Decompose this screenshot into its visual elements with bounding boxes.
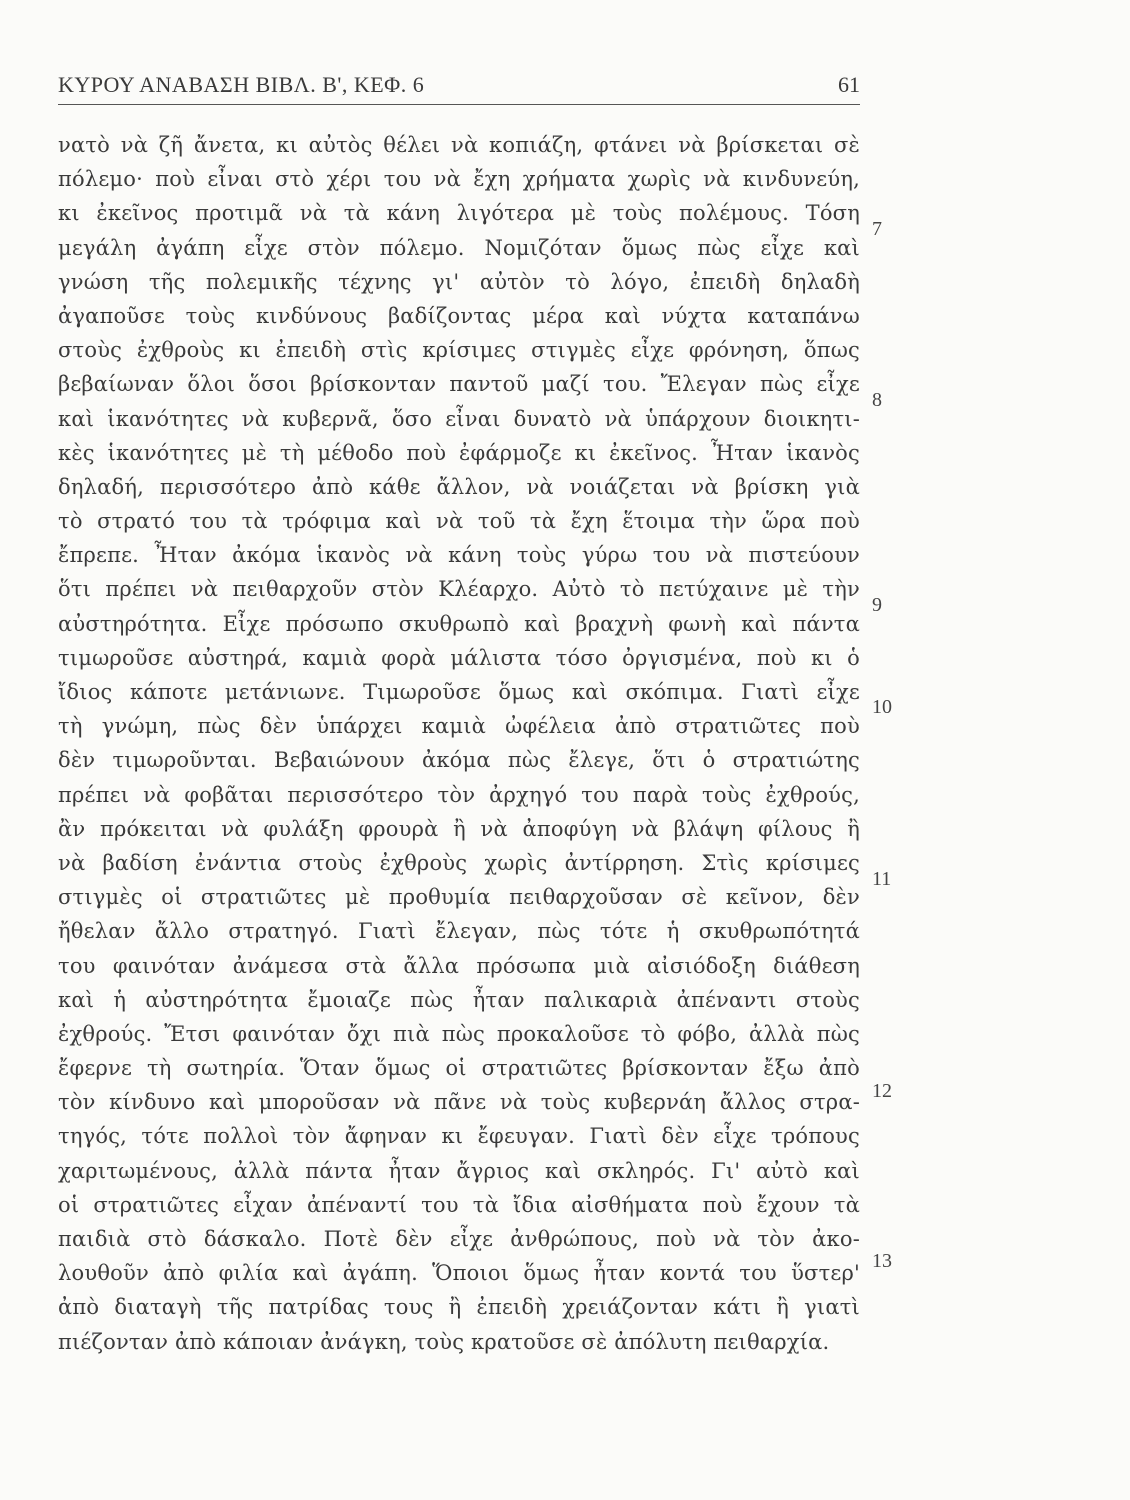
body-text bbox=[58, 128, 860, 1359]
text-line: κὲς ἱκανότητες μὲ τὴ μέθοδο ποὺ ἐφάρμοζε κι ἐκεῖνος. Ἦταν ἱκανὸς bbox=[58, 440, 860, 465]
text-line: γνώση τῆς πολεμικῆς τέχνης γι' αὐτὸν τὸ λόγο, ἐπειδὴ δηλαδὴ bbox=[58, 269, 860, 294]
text-line: ἤθελαν ἄλλο στρατηγό. Γιατὶ ἔλεγαν, πὼς τότε ἡ σκυθρωπότητά bbox=[58, 919, 860, 944]
text-line: παιδιὰ στὸ δάσκαλο. Ποτὲ δὲν εἶχε ἀνθρώπους, ποὺ νὰ τὸν ἀκο- bbox=[58, 1227, 860, 1251]
section-number: 11 bbox=[872, 868, 892, 890]
text-line: νὰ βαδίση ἐνάντια στοὺς ἐχθροὺς χωρὶς ἀντίρρηση. Στὶς κρίσιμες bbox=[58, 850, 860, 875]
text-line: στιγμὲς οἱ στρατιῶτες μὲ προθυμία πειθαρχοῦσαν σὲ κεῖνον, δὲν bbox=[58, 885, 860, 910]
text-line: ἂν πρόκειται νὰ φυλάξη φρουρὰ ἢ νὰ ἀποφύγη νὰ βλάψη φίλους ἢ bbox=[58, 816, 860, 841]
running-header bbox=[58, 70, 860, 105]
text-line: ἴδιος κάποτε μετάνιωνε. Τιμωροῦσε ὅμως καὶ σκόπιμα. Γιατὶ εἶχε bbox=[58, 680, 860, 704]
text-line: τηγός, τότε πολλοὶ τὸν ἄφηναν κι ἔφευγαν. Γιατὶ δὲν εἶχε τρόπους bbox=[58, 1124, 860, 1149]
text-line: δηλαδή, περισσότερο ἀπὸ κάθε ἄλλον, νὰ νοιάζεται νὰ βρίσκη γιὰ bbox=[58, 474, 860, 499]
section-number: 13 bbox=[872, 1250, 892, 1272]
header-title: ΚΥΡΟΥ ΑΝΑΒΑΣΗ ΒΙΒΛ. Β', ΚΕΦ. 6 bbox=[58, 72, 425, 97]
text-line: βεβαίωναν ὅλοι ὅσοι βρίσκονταν παντοῦ μαζί του. Ἔλεγαν πὼς εἶχε bbox=[58, 372, 860, 397]
text-line: τὸ στρατό του τὰ τρόφιμα καὶ νὰ τοῦ τὰ ἔχη ἕτοιμα τὴν ὥρα ποὺ bbox=[58, 509, 860, 534]
text-line: λουθοῦν ἀπὸ φιλία καὶ ἀγάπη. Ὅποιοι ὅμως ἦταν κοντά του ὕστερ' bbox=[58, 1261, 860, 1286]
text-line: οἱ στρατιῶτες εἶχαν ἀπέναντί του τὰ ἴδια αἰσθήματα ποὺ ἔχουν τὰ bbox=[58, 1192, 860, 1217]
page-number: 61 bbox=[838, 72, 860, 97]
text-line: ἀπὸ διαταγὴ τῆς πατρίδας τους ἢ ἐπειδὴ χρειάζονταν κάτι ἢ γιατὶ bbox=[58, 1295, 860, 1320]
text-line: ἔφερνε τὴ σωτηρία. Ὅταν ὅμως οἱ στρατιῶτες βρίσκονταν ἔξω ἀπὸ bbox=[58, 1056, 860, 1081]
text-line: στοὺς ἐχθροὺς κι ἐπειδὴ στὶς κρίσιμες στιγμὲς εἶχε φρόνηση, ὅπως bbox=[58, 338, 860, 363]
section-number: 9 bbox=[872, 594, 882, 616]
section-number: 12 bbox=[872, 1080, 892, 1102]
text-line: ὅτι πρέπει νὰ πειθαρχοῦν στὸν Κλέαρχο. Αὐτὸ τὸ πετύχαινε μὲ τὴν bbox=[58, 577, 860, 602]
text-line: πρέπει νὰ φοβᾶται περισσότερο τὸν ἀρχηγό του παρὰ τοὺς ἐχθρούς, bbox=[58, 782, 860, 807]
text-line: καὶ ἱκανότητες νὰ κυβερνᾶ, ὅσο εἶναι δυνατὸ νὰ ὑπάρχουν διοικητι- bbox=[58, 406, 860, 431]
text-line: πόλεμο· ποὺ εἶναι στὸ χέρι του νὰ ἔχη χρήματα χωρὶς νὰ κινδυνεύη, bbox=[58, 167, 860, 192]
text-line: καὶ ἡ αὐστηρότητα ἔμοιαζε πὼς ἦταν παλικαριὰ ἀπέναντι στοὺς bbox=[58, 987, 860, 1012]
text-line: αὐστηρότητα. Εἶχε πρόσωπο σκυθρωπὸ καὶ βραχνὴ φωνὴ καὶ πάντα bbox=[58, 611, 860, 636]
text-line: του φαινόταν ἀνάμεσα στὰ ἄλλα πρόσωπα μιὰ αἰσιόδοξη διάθεση bbox=[58, 953, 860, 978]
text-line: ἔπρεπε. Ἦταν ἀκόμα ἱκανὸς νὰ κάνη τοὺς γύρω του νὰ πιστεύουν bbox=[58, 543, 860, 568]
text-line: πιέζονταν ἀπὸ κάποιαν ἀνάγκη, τοὺς κρατοῦσε σὲ ἀπόλυτη πειθαρχία. bbox=[58, 1329, 830, 1354]
text-line: τὸν κίνδυνο καὶ μποροῦσαν νὰ πᾶνε νὰ τοὺς κυβερνάη ἄλλος στρα- bbox=[58, 1090, 860, 1115]
text-line: χαριτωμένους, ἀλλὰ πάντα ἦταν ἄγριος καὶ σκληρός. Γι' αὐτὸ καὶ bbox=[58, 1158, 860, 1183]
section-number: 10 bbox=[872, 696, 892, 718]
text-line: δὲν τιμωροῦνται. Βεβαιώνουν ἀκόμα πὼς ἔλεγε, ὅτι ὁ στρατιώτης bbox=[58, 748, 860, 773]
text-line: τιμωροῦσε αὐστηρά, καμιὰ φορὰ μάλιστα τόσο ὀργισμένα, ποὺ κι ὁ bbox=[58, 645, 860, 670]
text-line: νατὸ νὰ ζῆ ἄνετα, κι αὐτὸς θέλει νὰ κοπιάζη, φτάνει νὰ βρίσκεται σὲ bbox=[58, 133, 860, 157]
text-line: τὴ γνώμη, πὼς δὲν ὑπάρχει καμιὰ ὠφέλεια ἀπὸ στρατιῶτες ποὺ bbox=[58, 714, 860, 739]
section-number: 7 bbox=[872, 218, 882, 240]
text-line: ἀγαποῦσε τοὺς κινδύνους βαδίζοντας μέρα καὶ νύχτα καταπάνω bbox=[58, 303, 860, 328]
text-line: ἐχθρούς. Ἔτσι φαινόταν ὄχι πιὰ πὼς προκαλοῦσε τὸ φόβο, ἀλλὰ πὼς bbox=[58, 1021, 860, 1046]
section-number: 8 bbox=[872, 389, 882, 411]
text-line: μεγάλη ἀγάπη εἶχε στὸν πόλεμο. Νομιζόταν ὅμως πὼς εἶχε καὶ bbox=[58, 235, 860, 260]
text-line: κι ἐκεῖνος προτιμᾶ νὰ τὰ κάνη λιγότερα μὲ τοὺς πολέμους. Τόση bbox=[58, 201, 860, 226]
